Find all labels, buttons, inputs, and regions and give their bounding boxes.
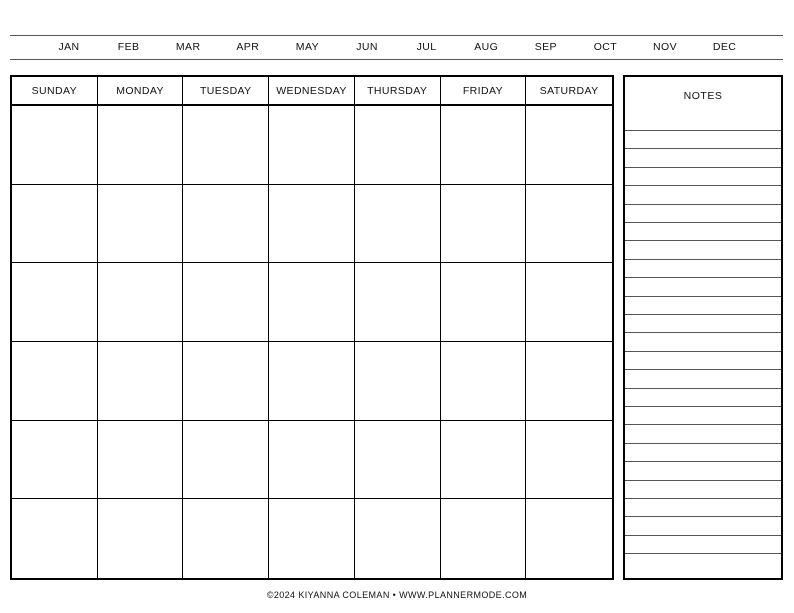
day-cell[interactable]: [441, 106, 527, 185]
month-feb[interactable]: FEB: [117, 41, 140, 53]
note-line[interactable]: [625, 351, 781, 352]
note-line[interactable]: [625, 277, 781, 278]
month-sep[interactable]: SEP: [534, 41, 557, 53]
day-cell[interactable]: [183, 499, 269, 578]
month-jun[interactable]: JUN: [356, 41, 378, 53]
day-cell[interactable]: [355, 185, 441, 264]
day-cell[interactable]: [269, 342, 355, 421]
day-cell[interactable]: [441, 263, 527, 342]
month-jul[interactable]: JUL: [416, 41, 437, 53]
month-nov[interactable]: NOV: [653, 41, 677, 53]
day-cell[interactable]: [269, 421, 355, 500]
day-cell[interactable]: [269, 106, 355, 185]
day-cell[interactable]: [12, 263, 98, 342]
note-line[interactable]: [625, 296, 781, 297]
note-line[interactable]: [625, 148, 781, 149]
note-line[interactable]: [625, 167, 781, 168]
month-aug[interactable]: AUG: [474, 41, 499, 53]
day-cell[interactable]: [12, 421, 98, 500]
month-dec[interactable]: DEC: [712, 41, 737, 53]
day-cell[interactable]: [355, 263, 441, 342]
day-cell[interactable]: [355, 106, 441, 185]
weekday-header-saturday: SATURDAY: [526, 77, 612, 106]
day-cell[interactable]: [183, 185, 269, 264]
day-cell[interactable]: [526, 263, 612, 342]
day-cell[interactable]: [98, 421, 184, 500]
day-cell[interactable]: [526, 499, 612, 578]
day-cell[interactable]: [98, 263, 184, 342]
day-cell[interactable]: [98, 342, 184, 421]
day-cell[interactable]: [526, 342, 612, 421]
weekday-header-sunday: SUNDAY: [12, 77, 98, 106]
footer-credit: ©2024 KIYANNA COLEMAN • WWW.PLANNERMODE.COM: [266, 590, 528, 600]
calendar-grid: [10, 75, 614, 580]
note-line[interactable]: [625, 553, 781, 554]
day-cell[interactable]: [441, 421, 527, 500]
weekday-header-thursday: THURSDAY: [355, 77, 441, 106]
note-line[interactable]: [625, 130, 781, 131]
day-cell[interactable]: [526, 421, 612, 500]
weekday-header-friday: FRIDAY: [441, 77, 527, 106]
day-cell[interactable]: [269, 499, 355, 578]
day-cell[interactable]: [98, 106, 184, 185]
note-line[interactable]: [625, 424, 781, 425]
month-jan[interactable]: JAN: [58, 41, 80, 53]
note-line[interactable]: [625, 369, 781, 370]
day-cell[interactable]: [183, 106, 269, 185]
day-cell[interactable]: [526, 185, 612, 264]
note-line[interactable]: [625, 222, 781, 223]
note-line[interactable]: [625, 332, 781, 333]
day-cell[interactable]: [12, 342, 98, 421]
weekday-header-wednesday: WEDNESDAY: [269, 77, 355, 106]
note-line[interactable]: [625, 535, 781, 536]
month-mar[interactable]: MAR: [175, 41, 201, 53]
weekday-header-tuesday: TUESDAY: [183, 77, 269, 106]
note-line[interactable]: [625, 498, 781, 499]
day-cell[interactable]: [269, 263, 355, 342]
day-cell[interactable]: [355, 342, 441, 421]
note-line[interactable]: [625, 480, 781, 481]
note-line[interactable]: [625, 443, 781, 444]
day-cell[interactable]: [269, 185, 355, 264]
notes-panel: [623, 75, 783, 580]
day-cell[interactable]: [12, 499, 98, 578]
day-cell[interactable]: [98, 499, 184, 578]
day-cell[interactable]: [183, 421, 269, 500]
month-oct[interactable]: OCT: [593, 41, 618, 53]
day-cell[interactable]: [355, 421, 441, 500]
note-line[interactable]: [625, 185, 781, 186]
day-cell[interactable]: [12, 185, 98, 264]
day-cell[interactable]: [355, 499, 441, 578]
day-cell[interactable]: [526, 106, 612, 185]
note-line[interactable]: [625, 388, 781, 389]
month-selector-bar: [10, 35, 783, 60]
note-line[interactable]: [625, 461, 781, 462]
notes-title: NOTES: [683, 90, 723, 102]
month-may[interactable]: MAY: [295, 41, 319, 53]
month-apr[interactable]: APR: [236, 41, 260, 53]
note-line[interactable]: [625, 516, 781, 517]
day-cell[interactable]: [183, 342, 269, 421]
day-cell[interactable]: [441, 499, 527, 578]
day-cell[interactable]: [441, 342, 527, 421]
note-line[interactable]: [625, 204, 781, 205]
weekday-header-monday: MONDAY: [98, 77, 184, 106]
note-line[interactable]: [625, 259, 781, 260]
day-cell[interactable]: [183, 263, 269, 342]
day-cell[interactable]: [441, 185, 527, 264]
day-cell[interactable]: [12, 106, 98, 185]
note-line[interactable]: [625, 406, 781, 407]
day-cell[interactable]: [98, 185, 184, 264]
note-line[interactable]: [625, 240, 781, 241]
note-line[interactable]: [625, 314, 781, 315]
